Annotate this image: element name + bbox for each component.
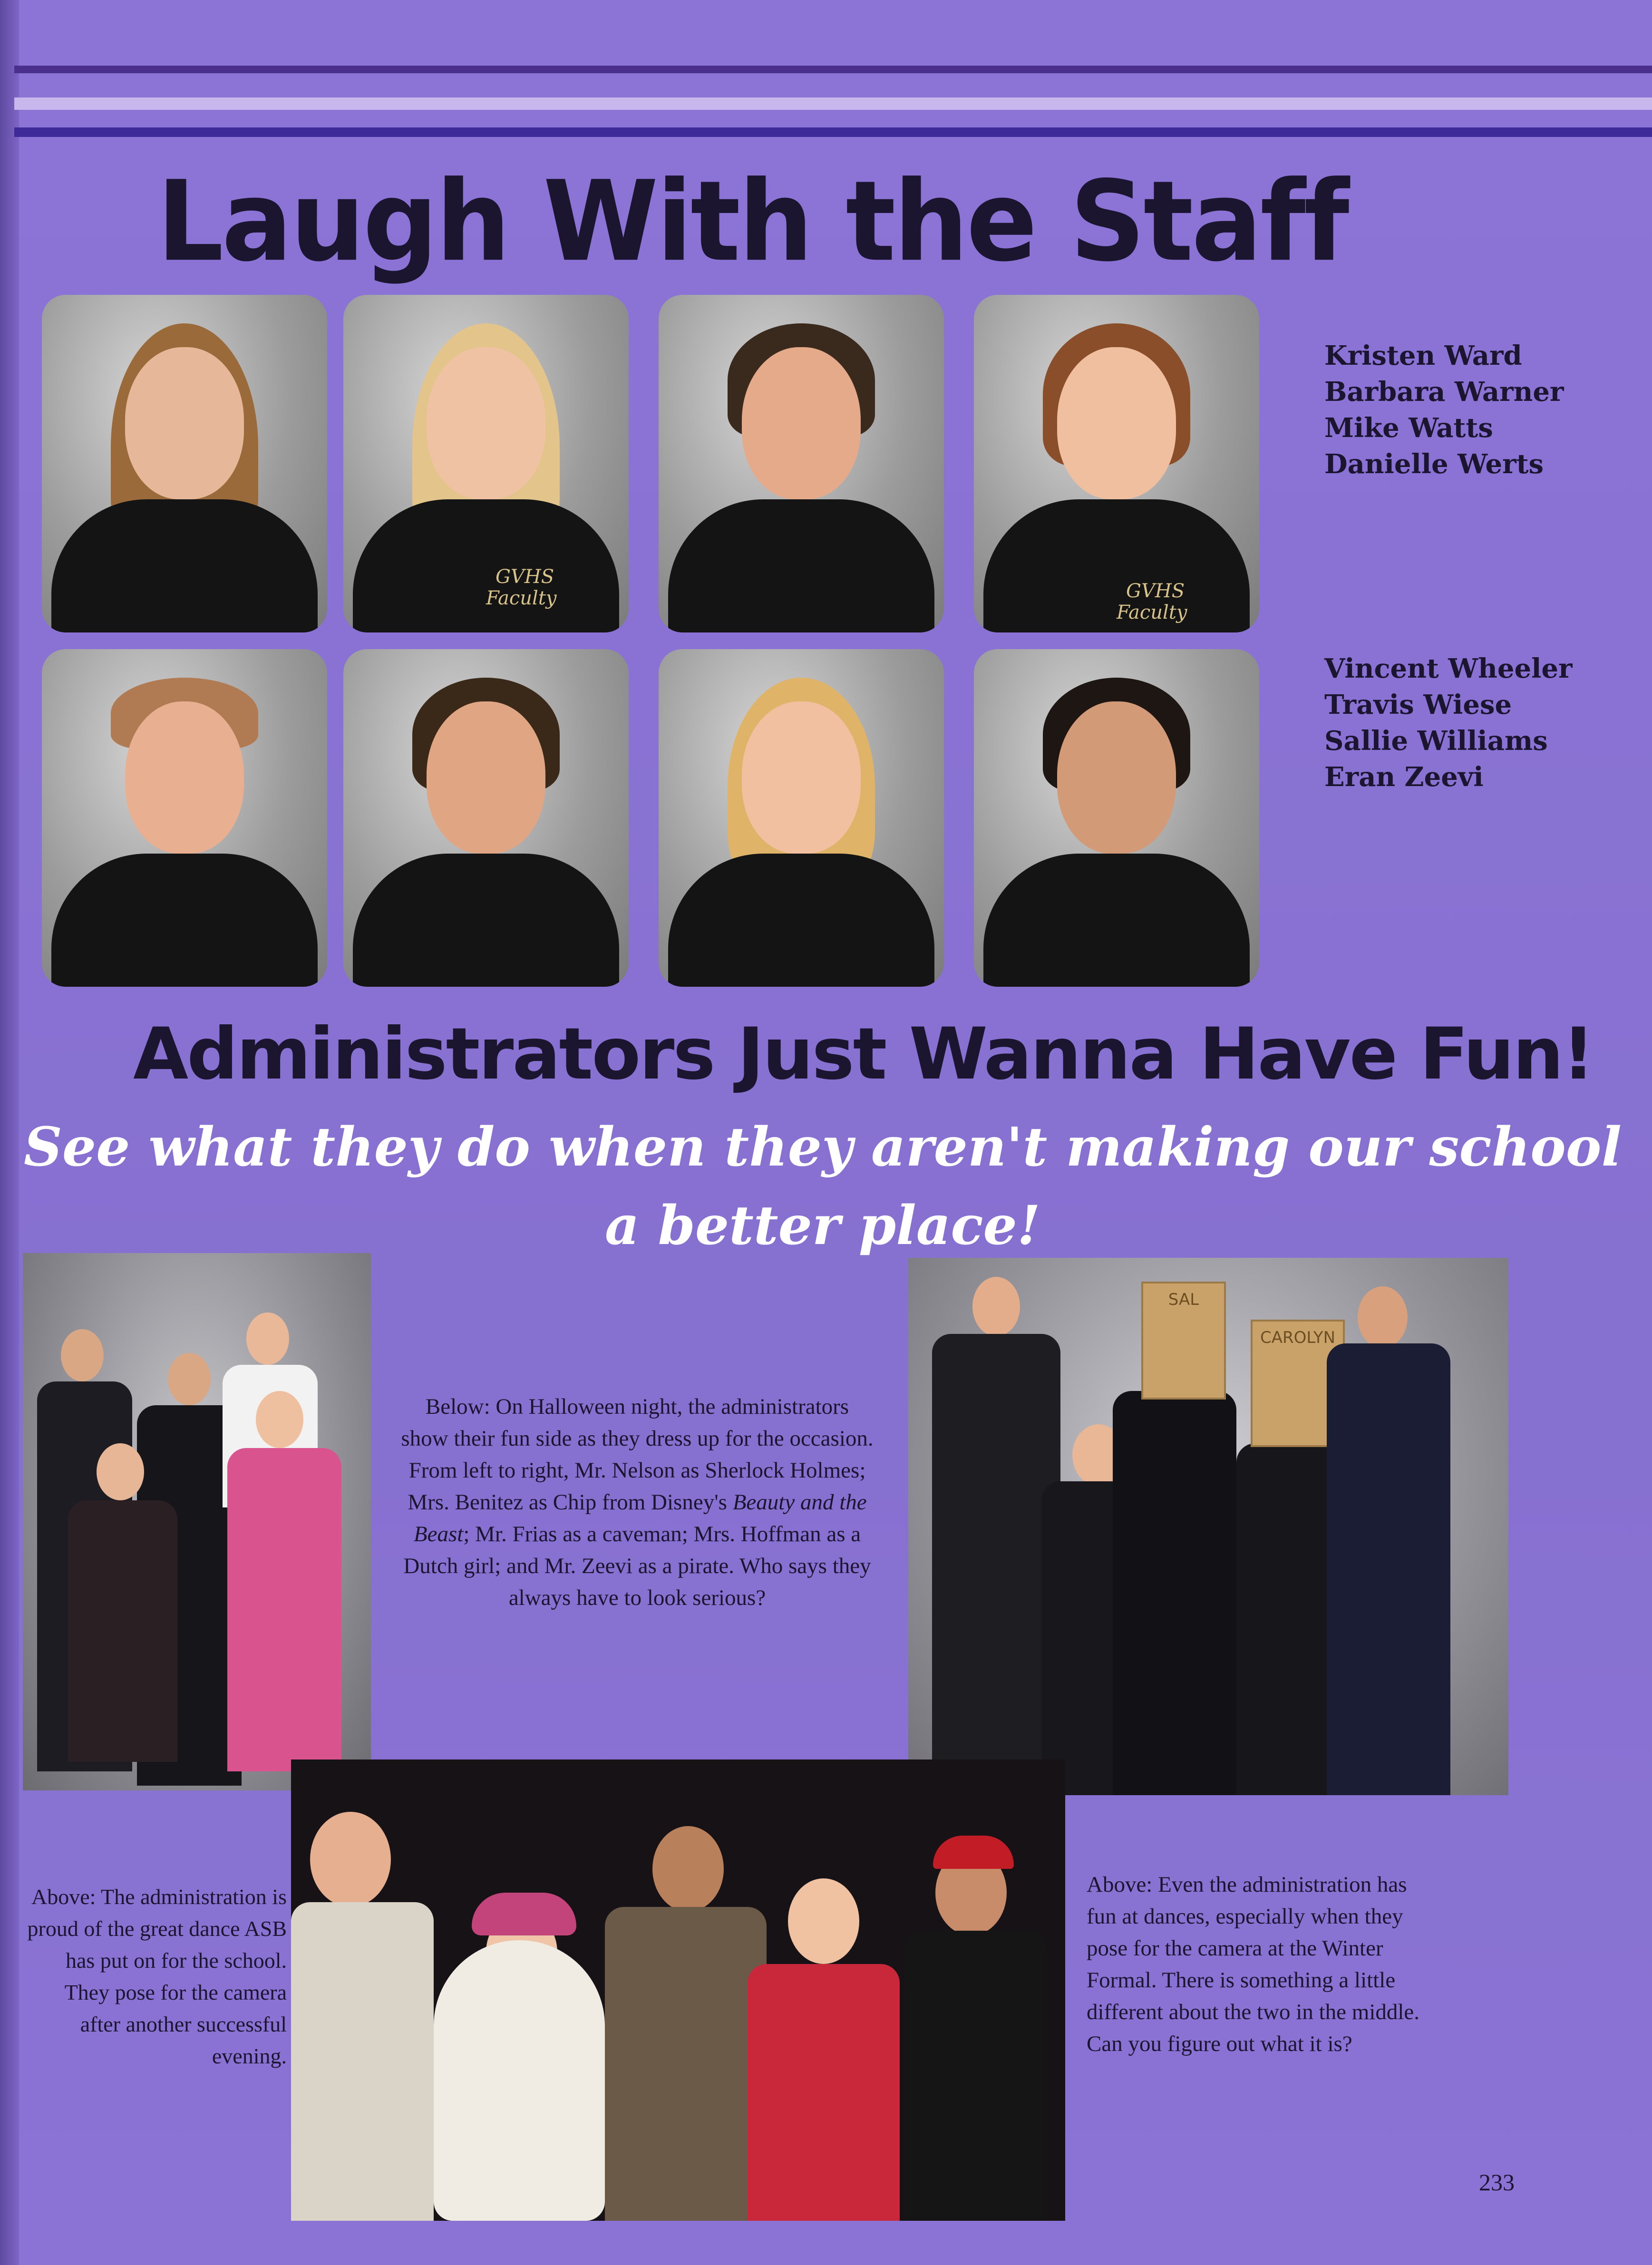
header-rule-top	[14, 66, 1652, 73]
section-subtitle	[19, 1108, 1626, 1265]
shirt-logo-subtext: Faculty	[1117, 602, 1187, 623]
subtitle-line-2: a better place!	[605, 1195, 1040, 1257]
portrait-kristen-ward	[42, 295, 327, 632]
portrait-travis-wiese	[343, 649, 629, 987]
portrait-face	[125, 701, 244, 854]
shirt-logo-text: GVHS	[1126, 580, 1185, 602]
section-title: Administrators Just Wanna Have Fun!	[133, 1013, 1594, 1096]
portrait-face	[427, 347, 545, 499]
paper-bag-mask	[1141, 1282, 1226, 1400]
page-spine-shadow	[0, 0, 19, 2265]
portrait-face	[427, 701, 545, 854]
staff-name: Barbara Warner	[1324, 376, 1564, 408]
portrait-shirt	[51, 499, 318, 632]
portrait-shirt	[668, 499, 934, 632]
caption-text: Below: On Halloween night, the administrators show their fun side as they dress up for the occasion. From left to right, Mr. Nelson as Sherlock Holmes; Mrs. Benitez as Chip from Disney's	[401, 1394, 874, 1515]
header-rule-middle	[14, 97, 1652, 110]
portrait-shirt	[51, 854, 318, 987]
portrait-shirt	[353, 854, 619, 987]
staff-name: Travis Wiese	[1324, 689, 1512, 720]
portrait-face	[125, 347, 244, 499]
staff-names-row2	[1324, 651, 1573, 795]
portrait-barbara-warner	[343, 295, 629, 632]
portrait-face	[742, 347, 861, 499]
caption-halloween	[399, 1391, 875, 1614]
page-number: 233	[1479, 2169, 1515, 2196]
portrait-shirt	[668, 854, 934, 987]
portrait-face	[1057, 701, 1176, 854]
header-rule-bottom	[14, 127, 1652, 137]
caption-italic-title: Beauty and the Beast	[413, 1490, 867, 1546]
page-title: Laugh With the Staff	[157, 157, 1348, 286]
portrait-mike-watts	[659, 295, 944, 632]
photo-admin-paper-bags	[908, 1258, 1508, 1795]
paper-bag-label: CAROLYN	[1260, 1328, 1335, 1347]
caption-text: ; Mr. Frias as a caveman; Mrs. Hoffman as a Dutch girl; and Mr. Zeevi as a pirate. Who says they always have to look serious?	[403, 1522, 871, 1610]
staff-name: Kristen Ward	[1324, 340, 1522, 371]
portrait-shirt	[353, 499, 619, 632]
staff-name: Danielle Werts	[1324, 448, 1544, 480]
paper-bag-label: SAL	[1168, 1290, 1199, 1309]
photo-admin-dance-group	[23, 1253, 371, 1790]
portrait-face	[1057, 347, 1176, 499]
caption-winter-formal: Above: Even the administration has fun at dances, especially when they pose for the camera at the Winter Formal. There is something a little different about the two in the middle. Can you figure out what it is?	[1087, 1872, 1420, 2056]
portrait-face	[742, 701, 861, 854]
staff-name: Mike Watts	[1324, 412, 1493, 444]
portrait-vincent-wheeler	[42, 649, 327, 987]
caption-dance: Above: The administration is proud of the great dance ASB has put on for the school. They pose for the camera after another successful evening.	[27, 1885, 287, 2068]
portrait-danielle-werts	[974, 295, 1259, 632]
subtitle-line-1: See what they do when they aren't making our school	[23, 1116, 1622, 1178]
shirt-logo-text: GVHS	[496, 566, 554, 588]
portrait-eran-zeevi	[974, 649, 1259, 987]
shirt-logo-subtext: Faculty	[486, 587, 557, 609]
staff-name: Eran Zeevi	[1324, 761, 1484, 793]
portrait-sallie-williams	[659, 649, 944, 987]
photo-admin-halloween-costumes	[291, 1760, 1065, 2221]
staff-name: Vincent Wheeler	[1324, 653, 1573, 684]
staff-names-row1	[1324, 338, 1564, 482]
staff-name: Sallie Williams	[1324, 725, 1548, 757]
portrait-shirt	[983, 854, 1250, 987]
